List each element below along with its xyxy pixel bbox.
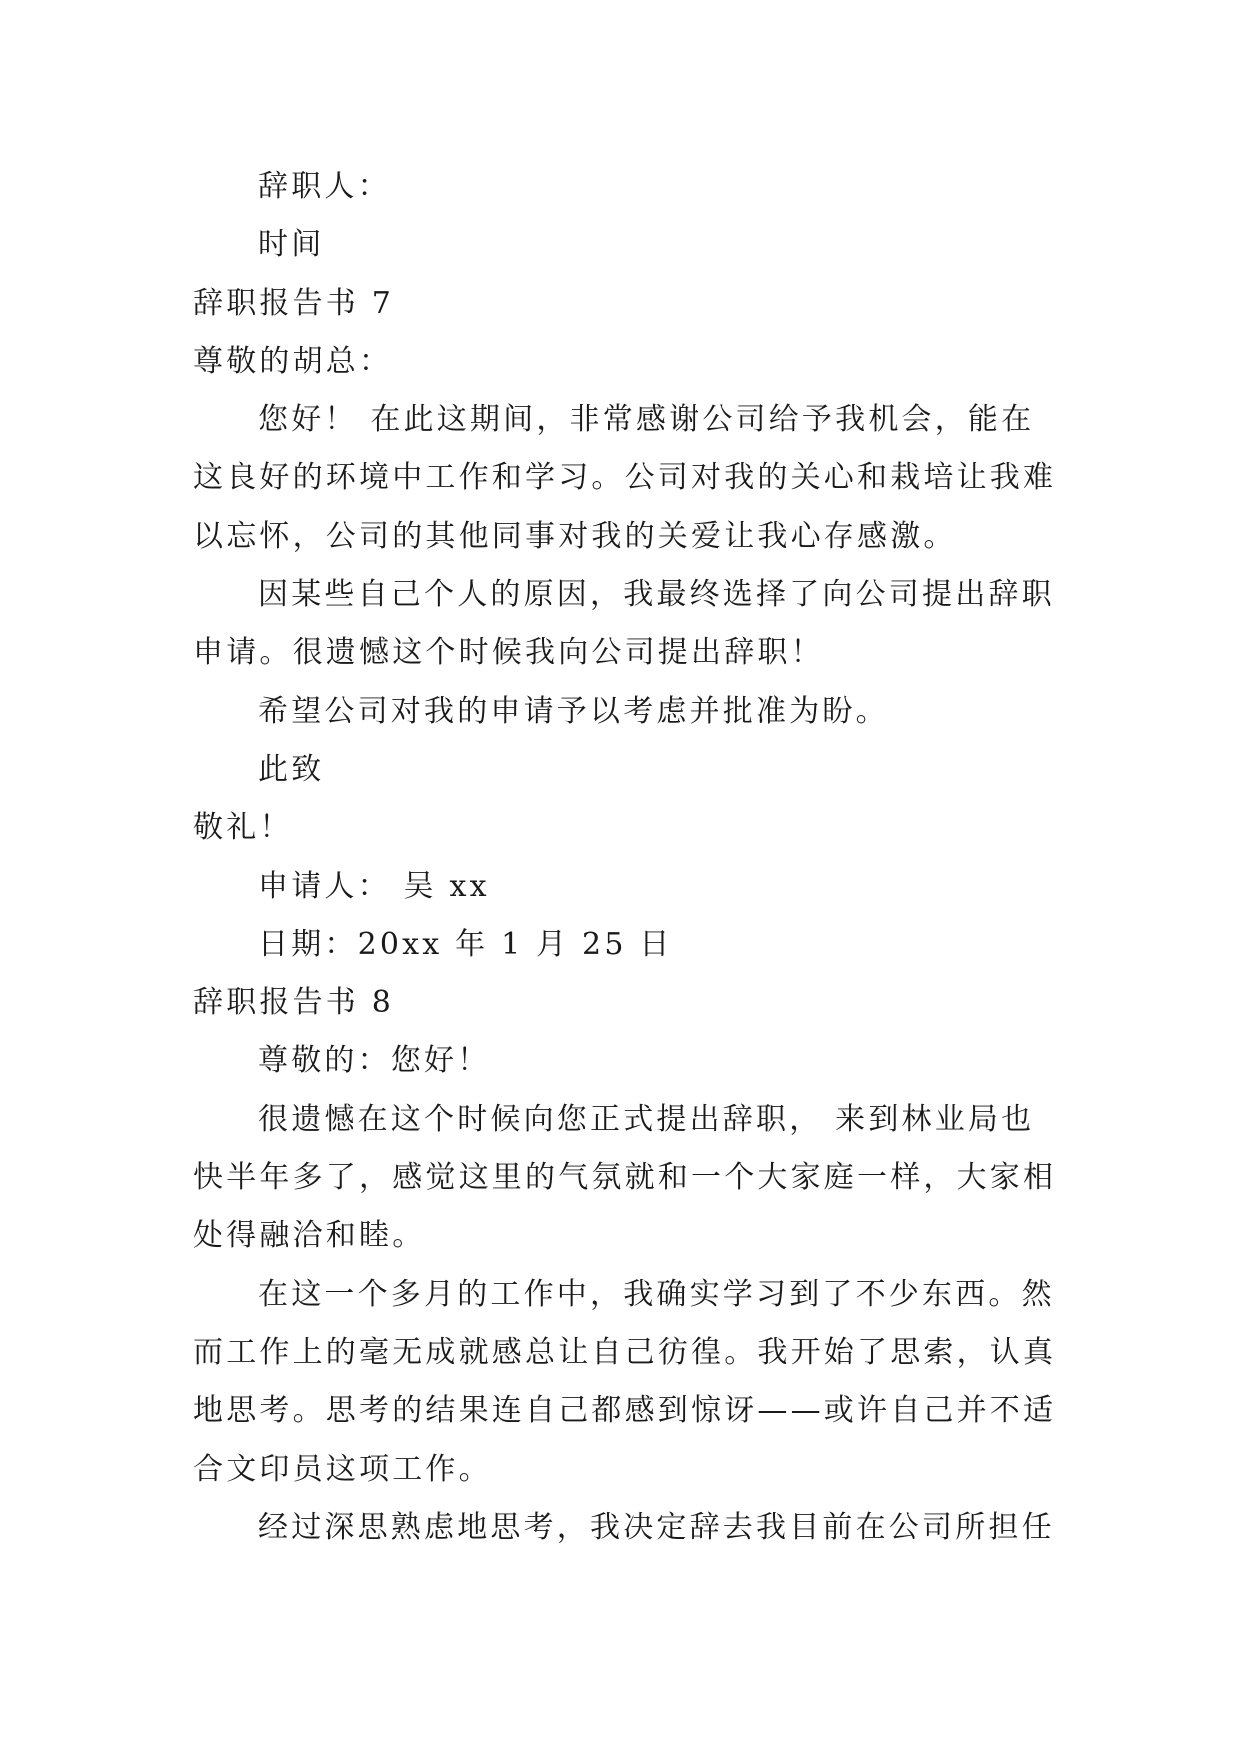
paragraph-line: 很遗憾在这个时候向您正式提出辞职， 来到林业局也 [258,1101,1035,1137]
paragraph-line: 申请。很遗憾这个时候我向公司提出辞职！ [193,635,824,671]
paragraph-line: 以忘怀，公司的其他同事对我的关爱让我心存感激。 [193,518,957,554]
time-line: 时间 [258,227,325,263]
closing-line: 敬礼！ [193,810,293,846]
paragraph-line: 这良好的环境中工作和学习。公司对我的关心和栽培让我难 [193,460,1057,496]
paragraph-line: 快半年多了，感觉这里的气氛就和一个大家庭一样，大家相 [193,1160,1057,1196]
paragraph-line: 而工作上的毫无成就感总让自己彷徨。我开始了思索，认真 [193,1334,1057,1370]
paragraph-line: 经过深思熟虑地思考，我决定辞去我目前在公司所担任 [258,1509,1055,1545]
section-title: 辞职报告书 8 [193,985,395,1021]
paragraph-line: 处得融洽和睦。 [193,1218,426,1254]
paragraph-line: 在这一个多月的工作中，我确实学习到了不少东西。然 [258,1276,1055,1312]
paragraph-line: 希望公司对我的申请予以考虑并批准为盼。 [258,693,889,729]
closing-line: 此致 [258,751,325,787]
salutation: 尊敬的胡总： [193,343,393,379]
paragraph-line: 因某些自己个人的原因，我最终选择了向公司提出辞职 [258,577,1055,613]
section-title: 辞职报告书 7 [193,285,395,321]
paragraph-line: 您好！ 在此这期间，非常感谢公司给予我机会，能在 [258,402,1035,438]
date-line: 日期：20xx 年 1 月 25 日 [258,926,673,962]
applicant-line: 申请人： 吴 xx [258,868,490,904]
signature-line: 辞职人： [258,169,391,204]
salutation: 尊敬的：您好！ [258,1043,491,1079]
document-body [193,158,1065,1557]
paragraph-line: 地思考。思考的结果连自己都感到惊讶——或许自己并不适 [193,1393,1057,1429]
paragraph-line: 合文印员这项工作。 [193,1451,492,1487]
